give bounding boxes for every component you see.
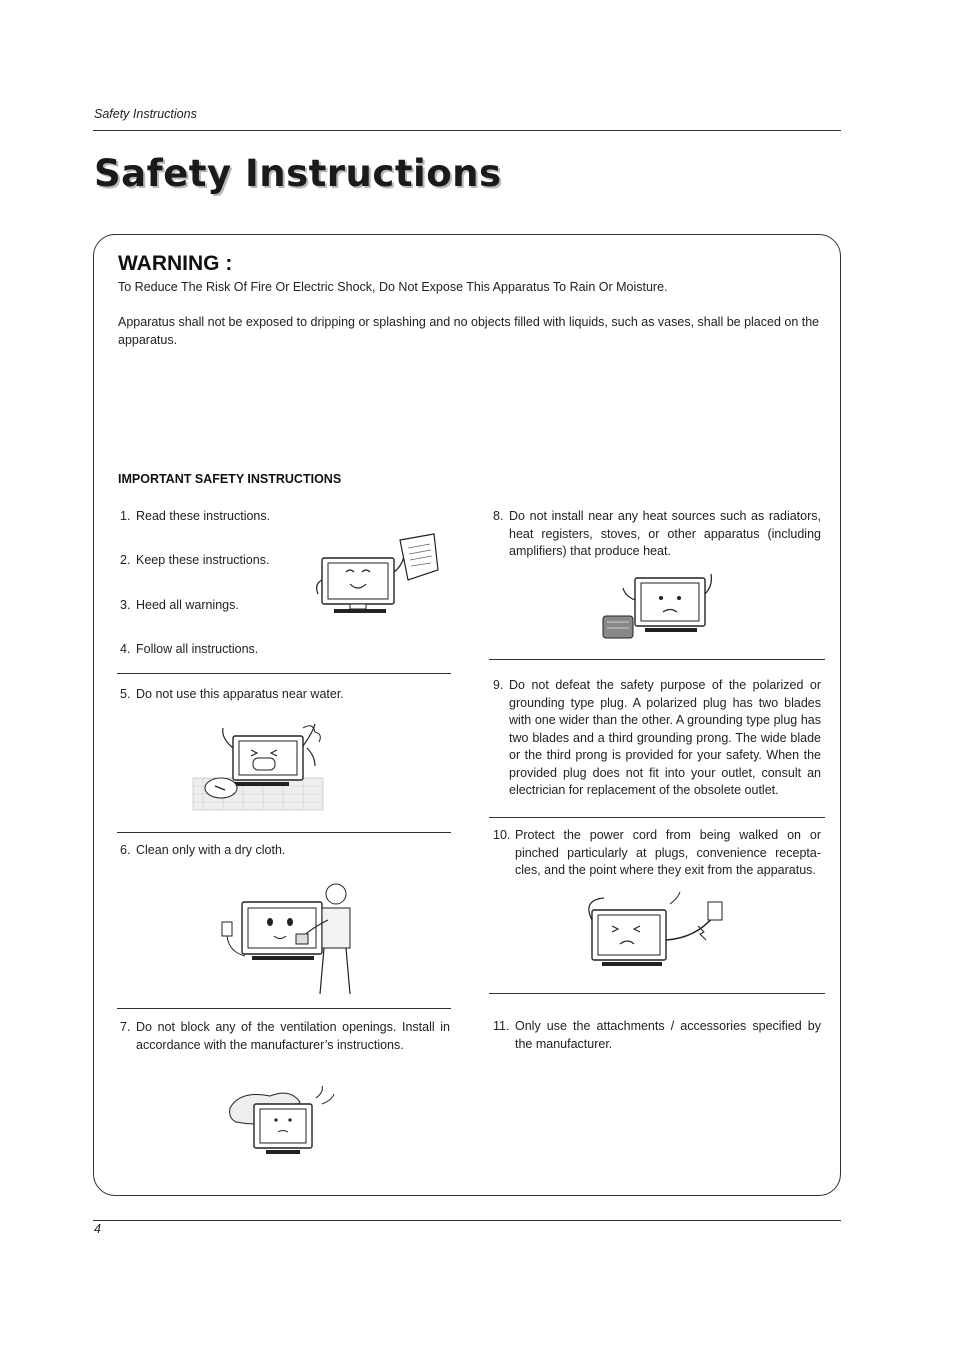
item-number: 1. [120, 509, 131, 523]
instruction-item-5 [120, 686, 450, 704]
tv-near-water-illustration [193, 718, 325, 812]
tv-power-cord-illustration [578, 890, 732, 972]
warning-text-1: To Reduce The Risk Of Fire Or Electric Shock, Do Not Expose This Apparatus To Rain Or Moisture. [118, 280, 668, 294]
item-text: Do not install near any heat sources such as radiators, heat registers, stoves, or other apparatus (including amplifiers) that produce heat. [509, 509, 821, 558]
column-divider [117, 1008, 451, 1009]
item-number: 11. [493, 1019, 510, 1033]
column-divider [117, 832, 451, 833]
instruction-item-7 [120, 1019, 450, 1054]
instruction-item-8 [493, 508, 821, 561]
tv-reading-manual-illustration [312, 530, 442, 618]
item-text: Protect the power cord from being walked on or pinched particularly at plugs, convenience recepta-cles, and the point where they exit from the apparatus. [515, 828, 821, 877]
instruction-item-9 [493, 677, 821, 800]
tv-ventilation-illustration [226, 1082, 336, 1156]
item-text: Keep these instructions. [136, 553, 270, 567]
item-number: 6. [120, 843, 131, 857]
instruction-item-6 [120, 842, 450, 860]
item-text: Do not block any of the ventilation openings. Install in accordance with the manufacturer’s instructions. [136, 1020, 450, 1052]
header-rule [93, 130, 841, 131]
item-number: 2. [120, 553, 131, 567]
column-divider [489, 817, 825, 818]
instruction-item-10 [493, 827, 821, 880]
item-text: Clean only with a dry cloth. [136, 843, 286, 857]
item-number: 7. [120, 1020, 131, 1034]
instruction-item-3 [120, 597, 320, 615]
item-number: 9. [493, 678, 504, 692]
item-number: 3. [120, 598, 131, 612]
footer-rule [93, 1220, 841, 1221]
item-text: Do not defeat the safety purpose of the polarized or grounding type plug. A polarized plug has two blades with one wider than the other. A grounding type plug has two blades and a third grounding prong. The wide blade or the third prong is provided for your safety. When the provided plug does not fit into your outlet, consult an electrician for replacement of the obsolete outlet. [509, 678, 821, 797]
column-divider [489, 659, 825, 660]
item-number: 4. [120, 642, 131, 656]
column-divider [117, 673, 451, 674]
tv-heat-source-illustration [601, 570, 719, 646]
item-text: Read these instructions. [136, 509, 271, 523]
item-text: Follow all instructions. [136, 642, 259, 656]
tv-cleaning-illustration [218, 880, 358, 998]
item-text: Heed all warnings. [136, 598, 239, 612]
instruction-item-4 [120, 641, 320, 659]
instruction-item-1 [120, 508, 320, 526]
instruction-item-11 [493, 1018, 821, 1053]
column-divider [489, 993, 825, 994]
page-title: Safety Instructions [94, 152, 502, 195]
item-text: Only use the attachments / accessories specified by the manufacturer. [515, 1019, 821, 1051]
page-number: 4 [94, 1222, 101, 1236]
warning-heading: WARNING : [118, 252, 233, 275]
warning-text-2: Apparatus shall not be exposed to dripping or splashing and no objects filled with liquids, such as vases, shall be placed on the apparatus. [118, 315, 820, 347]
item-number: 8. [493, 509, 504, 523]
item-text: Do not use this apparatus near water. [136, 687, 344, 701]
item-number: 5. [120, 687, 131, 701]
running-header: Safety Instructions [94, 107, 197, 121]
important-heading: IMPORTANT SAFETY INSTRUCTIONS [118, 472, 342, 486]
item-number: 10. [493, 828, 511, 842]
instruction-item-2 [120, 552, 320, 570]
